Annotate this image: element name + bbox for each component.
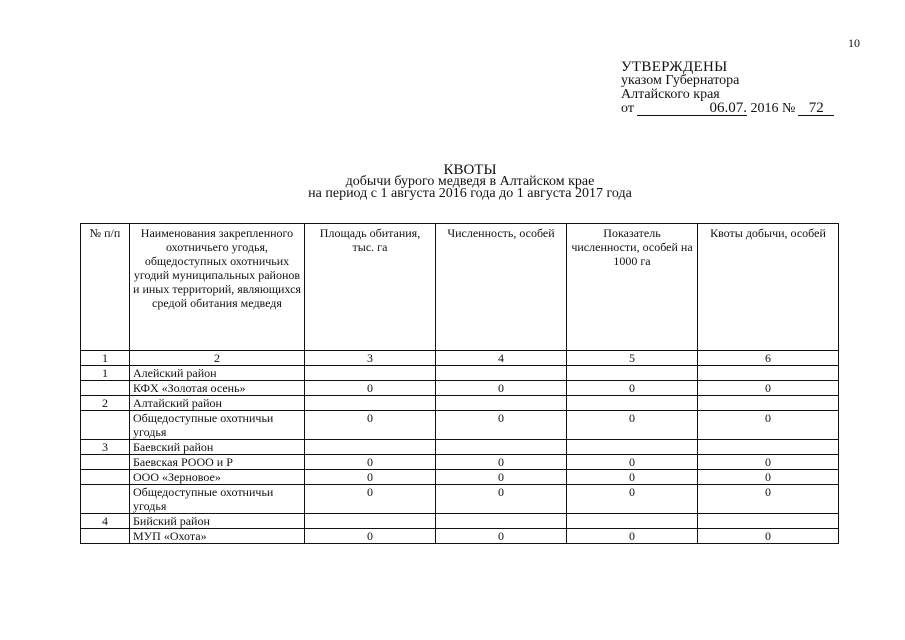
table-row-district xyxy=(81,440,839,455)
area-value: 0 xyxy=(305,411,436,440)
header-number: № п/п xyxy=(81,224,130,351)
count-value: 0 xyxy=(436,411,567,440)
empty-cell xyxy=(436,366,567,381)
district-name: Бийский район xyxy=(130,514,305,529)
density-value: 0 xyxy=(567,470,698,485)
row-number: 3 xyxy=(81,440,130,455)
density-value: 0 xyxy=(567,381,698,396)
column-index-row xyxy=(81,351,839,366)
empty-cell xyxy=(567,396,698,411)
count-value: 0 xyxy=(436,381,567,396)
decree-date: 06.07. xyxy=(637,102,747,116)
density-value: 0 xyxy=(567,455,698,470)
column-index: 3 xyxy=(305,351,436,366)
table-row xyxy=(81,485,839,514)
empty-cell xyxy=(436,440,567,455)
approval-date-line xyxy=(621,102,881,116)
header-quota: Квоты добычи, особей xyxy=(698,224,839,351)
quota-value: 0 xyxy=(698,381,839,396)
decree-year-label: 2016 № xyxy=(750,101,796,116)
table-row-district xyxy=(81,396,839,411)
quota-value: 0 xyxy=(698,411,839,440)
density-value: 0 xyxy=(567,411,698,440)
hunting-ground-name: Общедоступные охотничьи угодья xyxy=(130,411,305,440)
hunting-ground-name: КФХ «Золотая осень» xyxy=(130,381,305,396)
empty-cell xyxy=(698,396,839,411)
table-row xyxy=(81,470,839,485)
hunting-ground-name: Баевская РООО и Р xyxy=(130,455,305,470)
area-value: 0 xyxy=(305,455,436,470)
column-index: 1 xyxy=(81,351,130,366)
density-value: 0 xyxy=(567,485,698,514)
area-value: 0 xyxy=(305,485,436,514)
table-row xyxy=(81,381,839,396)
approval-line-decree: указом Губернатора xyxy=(621,73,740,88)
quota-table xyxy=(80,223,839,544)
empty-cell xyxy=(305,440,436,455)
title-subject: добычи бурого медведя в Алтайском крае xyxy=(345,174,595,189)
empty-cell xyxy=(436,514,567,529)
table-row-district xyxy=(81,366,839,381)
hunting-ground-name: МУП «Охота» xyxy=(130,529,305,544)
empty-cell xyxy=(81,470,130,485)
area-value: 0 xyxy=(305,381,436,396)
area-value: 0 xyxy=(305,529,436,544)
empty-cell xyxy=(567,514,698,529)
decree-number: 72 xyxy=(798,102,834,116)
header-density: Показатель численности, особей на 1000 га xyxy=(567,224,698,351)
empty-cell xyxy=(698,440,839,455)
table-row xyxy=(81,411,839,440)
document-title xyxy=(260,164,680,200)
empty-cell xyxy=(305,396,436,411)
quota-value: 0 xyxy=(698,455,839,470)
density-value: 0 xyxy=(567,529,698,544)
title-period: на период с 1 августа 2016 года до 1 августа 2017 года xyxy=(308,186,632,201)
column-index: 6 xyxy=(698,351,839,366)
area-value: 0 xyxy=(305,470,436,485)
empty-cell xyxy=(698,366,839,381)
empty-cell xyxy=(567,366,698,381)
district-name: Алтайский район xyxy=(130,396,305,411)
approval-heading: УТВЕРЖДЕНЫ xyxy=(621,59,728,75)
district-name: Алейский район xyxy=(130,366,305,381)
district-name: Баевский район xyxy=(130,440,305,455)
hunting-ground-name: Общедоступные охотничьи угодья xyxy=(130,485,305,514)
row-number: 2 xyxy=(81,396,130,411)
empty-cell xyxy=(81,455,130,470)
table-row-district xyxy=(81,514,839,529)
count-value: 0 xyxy=(436,529,567,544)
table-row xyxy=(81,455,839,470)
empty-cell xyxy=(567,440,698,455)
header-count: Численность, особей xyxy=(436,224,567,351)
column-index: 4 xyxy=(436,351,567,366)
column-index: 2 xyxy=(130,351,305,366)
empty-cell xyxy=(305,366,436,381)
empty-cell xyxy=(81,529,130,544)
column-index: 5 xyxy=(567,351,698,366)
row-number: 1 xyxy=(81,366,130,381)
hunting-ground-name: ООО «Зерновое» xyxy=(130,470,305,485)
empty-cell xyxy=(436,396,567,411)
table-header-row xyxy=(81,224,839,351)
table-row xyxy=(81,529,839,544)
header-name: Наименования закрепленного охотничьего угодья, общедоступных охотничьих угодий муниципальных районов и иных территорий, являющихся средой обитания медведя xyxy=(130,224,305,351)
empty-cell xyxy=(81,381,130,396)
quota-value: 0 xyxy=(698,529,839,544)
empty-cell xyxy=(81,485,130,514)
date-prefix: от xyxy=(621,101,634,116)
header-area: Площадь обитания, тыс. га xyxy=(305,224,436,351)
count-value: 0 xyxy=(436,455,567,470)
empty-cell xyxy=(698,514,839,529)
empty-cell xyxy=(81,411,130,440)
title-quotas: КВОТЫ xyxy=(443,162,497,178)
approval-line-region: Алтайского края xyxy=(621,87,720,102)
approval-block xyxy=(621,60,881,116)
quota-value: 0 xyxy=(698,470,839,485)
row-number: 4 xyxy=(81,514,130,529)
count-value: 0 xyxy=(436,485,567,514)
quota-value: 0 xyxy=(698,485,839,514)
empty-cell xyxy=(305,514,436,529)
count-value: 0 xyxy=(436,470,567,485)
page-number: 10 xyxy=(848,36,860,50)
